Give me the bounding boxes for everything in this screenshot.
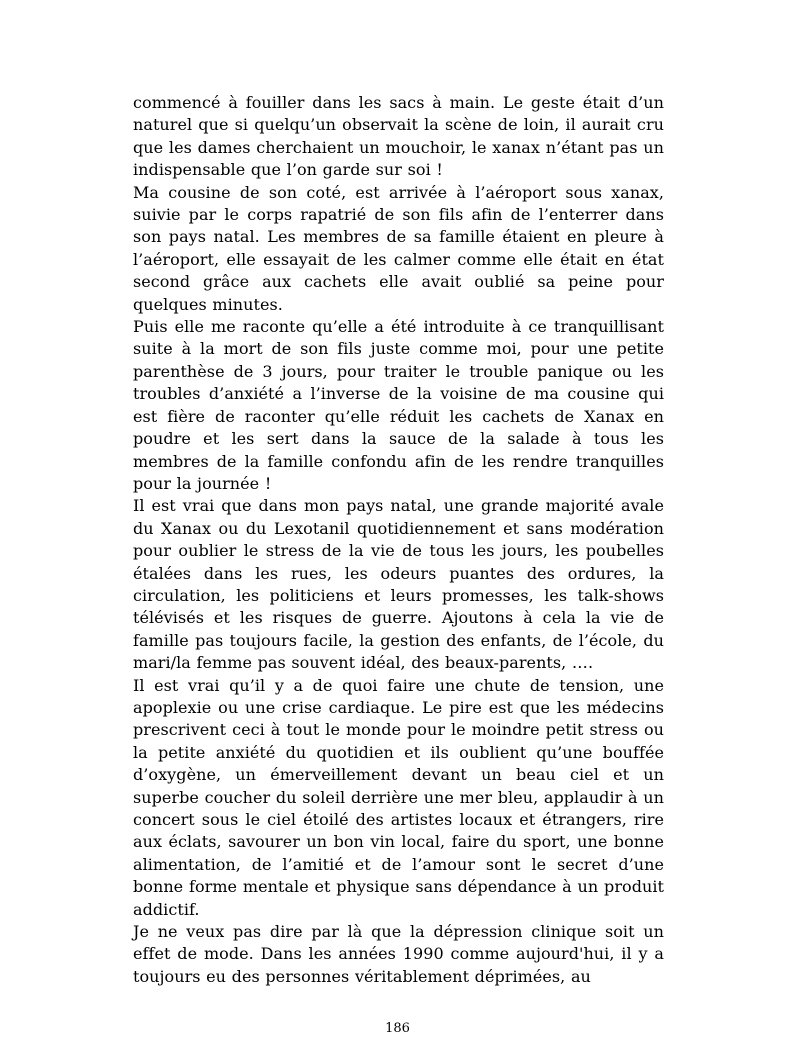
paragraph: commencé à fouiller dans les sacs à main. Le geste était d’un naturel que si quelqu’un observait la scène de loin, il aurait cru que les dames cherchaient un mouchoir, le xanax n’étant pas un indispensable que l’on garde sur soi ! xyxy=(133,93,664,180)
page-number: 186 xyxy=(385,1021,410,1036)
page-text xyxy=(133,92,664,988)
paragraph: Je ne veux pas dire par là que la dépression clinique soit un effet de mode. Dans les années 1990 comme aujourd'hui, il y a toujours eu des personnes véritablement déprimées, au xyxy=(133,922,664,986)
paragraph: Puis elle me raconte qu’elle a été introduite à ce tranquillisant suite à la mort de son fils juste comme moi, pour une petite parenthèse de 3 jours, pour traiter le trouble panique ou les troubles d’anxiété a l’inverse de la voisine de ma cousine qui est fière de raconter qu’elle réduit les cachets de Xanax en poudre et les sert dans la sauce de la salade à tous les membres de la famille confondu afin de les rendre tranquilles pour la journée ! xyxy=(133,317,664,493)
paragraph: Ma cousine de son coté, est arrivée à l’aéroport sous xanax, suivie par le corps rapatrié de son fils afin de l’enterrer dans son pays natal. Les membres de sa famille étaient en pleure à l’aéroport, elle essayait de les calmer comme elle était en état second grâce aux cachets elle avait oublié sa peine pour quelques minutes. xyxy=(133,182,664,314)
paragraph: Il est vrai que dans mon pays natal, une grande majorité avale du Xanax ou du Lexotanil quotidiennement et sans modération pour oublier le stress de la vie de tous les jours, les poubelles étalées dans les rues, les odeurs puantes des ordures, la circulation, les politiciens et leurs promesses, les talk-shows télévisés et les risques de guerre. Ajoutons à cela la vie de famille pas toujours facile, la gestion des enfants, de l’école, du mari/la femme pas souvent idéal, des beaux-parents, …. xyxy=(133,496,664,673)
paragraph: Il est vrai qu’il y a de quoi faire une chute de tension, une apoplexie ou une crise cardiaque. Le pire est que les médecins prescrivent ceci à tout le monde pour le moindre petit stress ou la petite anxiété du quotidien et ils oublient qu’une bouffée d’oxygène, un émerveillement devant un beau ciel et un superbe coucher du soleil derrière une mer bleu, applaudir à un concert sous le ciel étoilé des artistes locaux et étrangers, rire aux éclats, savourer un bon vin local, faire du sport, une bonne alimentation, de l’amitié et de l’amour sont le secret d’une bonne forme mentale et physique sans dépendance à un produit addictif. xyxy=(133,675,664,919)
